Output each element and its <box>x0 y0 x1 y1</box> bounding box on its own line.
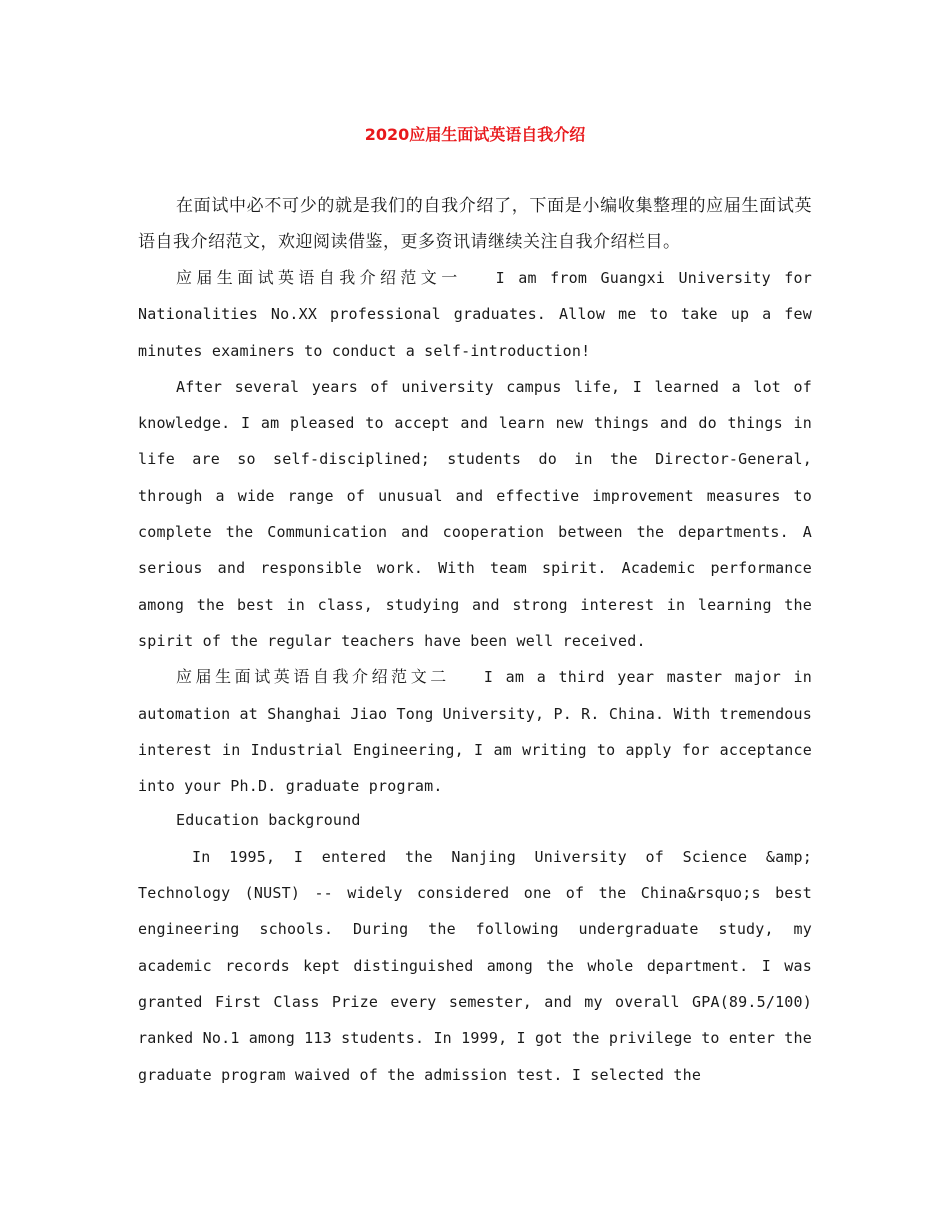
sample1-paragraph-2: After several years of university campus life, I learned a lot of knowledge. I am pleased to accept and learn new things and do things in life are so self-disciplined; students do in the Director-General, through a wide range of unusual and effective improvement measures to complete the Communication and cooperation between the departments. A serious and responsible work. With team spirit. Academic performance among the best in class, studying and strong interest in learning the spirit of the regular teachers have been well received. <box>138 377 812 650</box>
sample2-paragraph <box>138 659 812 804</box>
intro-paragraph: 在面试中必不可少的就是我们的自我介绍了，下面是小编收集整理的应届生面试英语自我介绍范文，欢迎阅读借鉴，更多资讯请继续关注自我介绍栏目。 <box>138 196 812 252</box>
sample2-text: I am a third year master major in automation at Shanghai Jiao Tong University, P. R. China. With tremendous interest in Industrial Engineering, I am writing to apply for acceptance into your Ph.D. graduate program. <box>138 668 812 796</box>
document-body <box>138 188 812 1093</box>
document-title: 2020应届生面试英语自我介绍 <box>364 125 586 144</box>
sample2-heading: 应届生面试英语自我介绍范文二 <box>176 667 450 687</box>
education-paragraph: In 1995, I entered the Nanjing University of Science &amp; Technology (NUST) -- widely considered one of the China&rsquo;s best engineering schools. During the following undergraduate study, my academic records kept distinguished among the whole department. I was granted First Class Prize every semester, and my overall GPA(89.5/100) ranked No.1 among 113 students. In 1999, I got the privilege to enter the graduate program waived of the admission test. I selected the <box>138 847 812 1084</box>
sample1-text: I am from Guangxi University for Nationalities No.XX professional graduates. Allow me to take up a few minutes examiners to conduct a self-introduction! <box>138 269 812 360</box>
sample1-paragraph <box>138 260 812 369</box>
education-heading: Education background <box>176 811 361 830</box>
sample1-heading: 应届生面试英语自我介绍范文一 <box>176 268 462 287</box>
